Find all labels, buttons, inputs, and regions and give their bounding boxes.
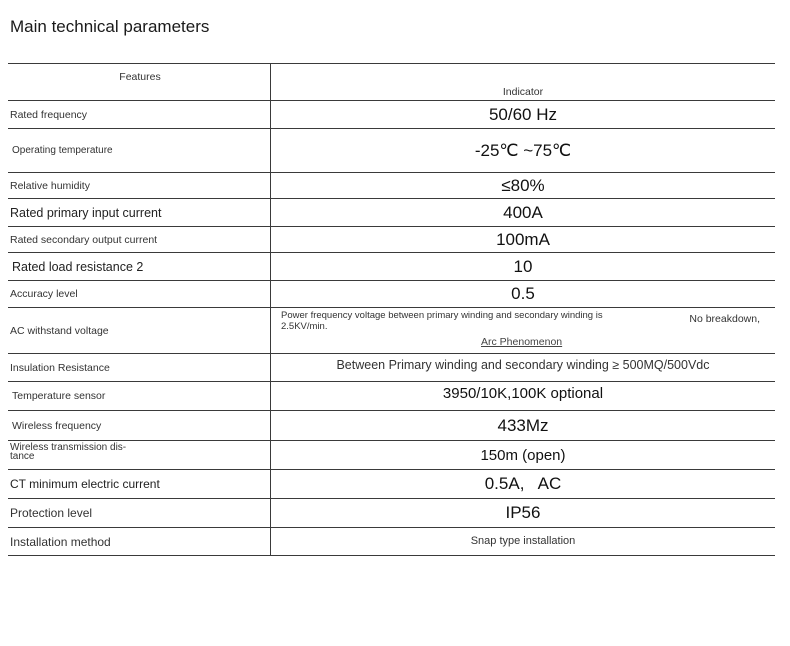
table-row	[8, 252, 775, 280]
feature-cell: Rated secondary output current	[8, 227, 271, 252]
feature-cell: Installation method	[8, 528, 271, 555]
table-row	[8, 198, 775, 226]
feature-cell: CT minimum electric current	[8, 470, 271, 498]
value-cell: Between Primary winding and secondary winding ≥ 500MQ/500Vdc	[336, 358, 710, 372]
table-row	[8, 280, 775, 307]
page-title: Main technical parameters	[10, 17, 210, 36]
value-cell: 3950/10K,100K optional	[442, 385, 604, 402]
feature-cell: AC withstand voltage	[8, 308, 271, 353]
feature-cell: Accuracy level	[8, 281, 271, 307]
value-cell: 433Mz	[497, 415, 549, 435]
value-cell: -25℃ ~75℃	[474, 140, 572, 160]
value-cell: 50/60 Hz	[488, 104, 558, 124]
value-cell: 100mA	[496, 229, 550, 249]
table-row	[8, 353, 775, 381]
feature-cell: Operating temperature	[8, 129, 271, 172]
table-row	[8, 440, 775, 469]
value-cell: 0.5A, AC	[484, 474, 562, 493]
table-header-row	[8, 63, 775, 100]
table-row	[8, 469, 775, 498]
feature-cell: Insulation Resistance	[8, 354, 271, 381]
feature-cell: Relative humidity	[8, 173, 271, 198]
table-row	[8, 172, 775, 198]
table-row	[8, 307, 775, 353]
table-row	[8, 410, 775, 440]
feature-cell: Temperature sensor	[8, 382, 271, 410]
table-row	[8, 498, 775, 527]
feature-cell: Rated frequency	[8, 101, 271, 128]
header-indicator: Indicator	[502, 86, 544, 98]
ac-withstand-description: Power frequency voltage between primary winding and secondary winding is 2.5KV/min.	[281, 310, 603, 332]
table-row	[8, 381, 775, 410]
table-row	[8, 527, 775, 556]
feature-cell: Rated load resistance 2	[8, 253, 271, 280]
header-features: Features	[8, 64, 271, 100]
value-cell: 10	[513, 256, 533, 276]
value-cell: ≤80%	[501, 175, 545, 195]
table-row	[8, 100, 775, 128]
ac-withstand-result: No breakdown,	[689, 313, 760, 325]
feature-cell: Protection level	[8, 499, 271, 527]
value-cell: IP56	[505, 503, 541, 522]
value-cell: 0.5	[511, 284, 535, 303]
value-cell: Snap type installation	[470, 535, 576, 547]
table-row	[8, 128, 775, 172]
feature-cell: Wireless frequency	[8, 411, 271, 440]
parameters-table	[8, 63, 775, 556]
value-cell: 400A	[503, 202, 543, 222]
value-cell	[271, 308, 775, 353]
feature-cell: Rated primary input current	[8, 199, 271, 226]
table-row	[8, 226, 775, 252]
ac-withstand-note: Arc Phenomenon	[481, 336, 563, 348]
feature-cell: Wireless transmission dis- tance	[8, 441, 271, 469]
value-cell: 150m (open)	[480, 446, 566, 464]
